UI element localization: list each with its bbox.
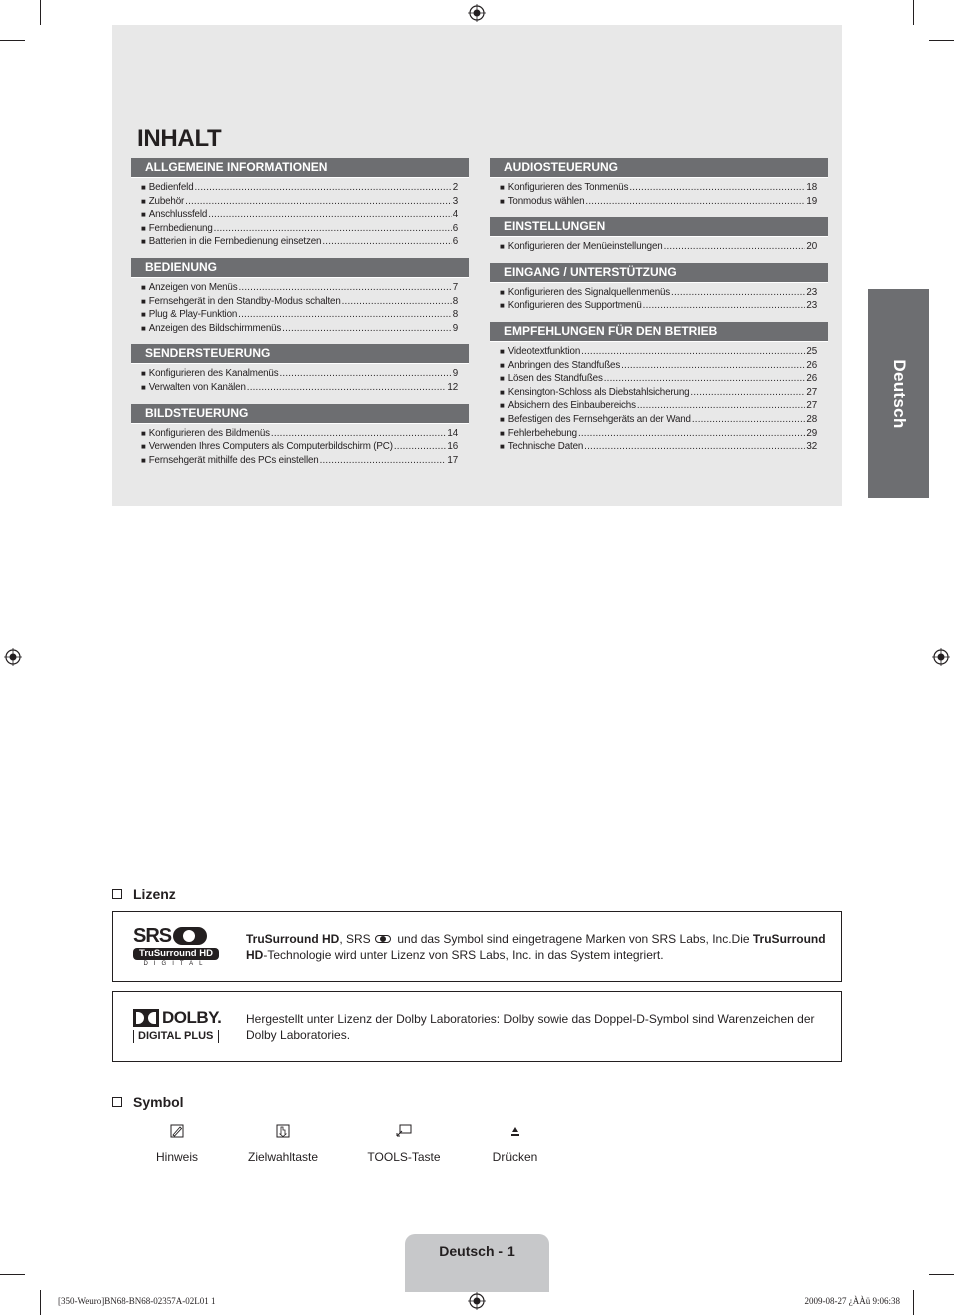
toc-item[interactable]: [141, 208, 458, 222]
crop-mark: [913, 0, 914, 25]
symbol-tools-taste: [349, 1120, 459, 1164]
symbol-label: TOOLS-Taste: [367, 1150, 441, 1164]
toc-item[interactable]: [141, 281, 458, 295]
toc-item-label: Lösen des Standfußes: [507, 373, 603, 385]
toc-item-page: 26: [806, 373, 817, 385]
toc-column-right: [490, 158, 828, 463]
dot-leader: [208, 208, 452, 222]
srs-license-text: [246, 912, 833, 981]
dot-leader: [195, 181, 452, 195]
print-slug-right: 2009-08-27 ¿ÀÀü 9:06:38: [804, 1296, 900, 1306]
toc-item-page: 8: [452, 295, 458, 307]
dot-leader: [643, 299, 806, 313]
license-heading-text: Lizenz: [133, 886, 176, 902]
symbol-label: Zielwahltaste: [247, 1150, 319, 1164]
toc-item-label: Zubehör: [148, 195, 185, 207]
toc-item-page: 23: [806, 300, 817, 312]
toc-item-page: 27: [806, 400, 817, 412]
srs-bold-term: TruSurround HD: [246, 931, 826, 962]
toc-section: [490, 263, 828, 313]
toc-item-label: Kensington-Schloss als Diebstahlsicherung: [507, 386, 690, 398]
toc-section-heading: BILDSTEUERUNG: [131, 404, 469, 424]
toc-item-page: 23: [806, 286, 817, 298]
toc-item-page: 14: [447, 427, 458, 439]
press-icon: [460, 1120, 570, 1142]
square-bullet-icon: ■: [500, 374, 505, 384]
dot-leader: [621, 359, 805, 373]
crop-mark: [0, 40, 25, 41]
toc-item-list: [490, 237, 828, 254]
toc-item[interactable]: [500, 286, 817, 300]
toc-item[interactable]: [500, 181, 817, 195]
dot-leader: [238, 308, 452, 322]
toc-item[interactable]: [500, 399, 817, 413]
srs-text-part: , SRS: [339, 931, 371, 946]
toc-title: INHALT: [137, 125, 222, 152]
toc-section-heading: EMPFEHLUNGEN FÜR DEN BETRIEB: [490, 322, 828, 342]
srs-text-part: -Technologie wird unter Lizenz von SRS Labs, Inc. in das System integriert.: [263, 947, 664, 962]
dot-leader: [247, 381, 447, 395]
square-bullet-icon: ■: [500, 183, 505, 192]
toc-item[interactable]: [500, 359, 817, 373]
toc-item-label: Videotextfunktion: [507, 345, 581, 357]
toc-section-heading: AUDIOSTEUERUNG: [490, 158, 828, 178]
toc-item-page: 12: [447, 381, 458, 393]
toc-item[interactable]: [141, 195, 458, 209]
dot-leader: [320, 454, 447, 468]
dot-leader: [279, 367, 451, 381]
toc-item-label: Fernsehgerät mithilfe des PCs einstellen: [148, 454, 319, 466]
toc-item-page: 6: [452, 222, 458, 234]
toc-section-heading: EINSTELLUNGEN: [490, 217, 828, 237]
toc-section-heading: ALLGEMEINE INFORMATIONEN: [131, 158, 469, 178]
toc-section: [490, 217, 828, 254]
srs-logo-text: SRS: [133, 925, 172, 947]
dot-leader: [585, 195, 805, 209]
toc-item[interactable]: [500, 240, 817, 254]
toc-item[interactable]: [500, 386, 817, 400]
toc-item[interactable]: [141, 235, 458, 249]
dot-leader: [671, 286, 805, 300]
toc-item-label: Konfigurieren des Supportmenü: [507, 300, 642, 312]
toc-item-label: Konfigurieren des Bildmenüs: [148, 427, 270, 439]
toc-item[interactable]: [141, 181, 458, 195]
toc-item-list: [131, 278, 469, 335]
toc-section-heading: SENDERSTEUERUNG: [131, 344, 469, 364]
language-side-tab: [868, 289, 929, 498]
srs-logo: [133, 926, 223, 967]
toc-item[interactable]: [500, 345, 817, 359]
symbol-label: Hinweis: [155, 1150, 198, 1164]
toc-item-page: 27: [806, 386, 817, 398]
srs-license-box: [112, 911, 842, 982]
dot-leader: [584, 440, 805, 454]
square-bullet-icon: ■: [141, 282, 146, 292]
srs-digital-text: DIGITAL: [143, 961, 209, 967]
crop-mark: [929, 40, 954, 41]
dolby-license-text: Hergestellt unter Lizenz der Dolby Laboratories: Dolby sowie das Doppel-D-Symbol sind Warenzeichen der Dolby Laboratories.: [246, 1011, 815, 1042]
srs-bold-term: TruSurround HD: [246, 931, 340, 946]
toc-item-page: 28: [806, 413, 817, 425]
symbol-druecken: [460, 1120, 570, 1164]
square-bullet-icon: ■: [141, 382, 146, 392]
srs-text-part: und das Symbol sind eingetragene Marken von SRS Labs, Inc.Die: [394, 931, 753, 946]
toc-item-page: 6: [452, 236, 458, 248]
toc-item-label: Anzeigen von Menüs: [148, 281, 238, 293]
toc-item[interactable]: [500, 195, 817, 209]
toc-section: [131, 158, 469, 249]
dot-leader: [637, 399, 806, 413]
dolby-logo-text: DOLBY.: [162, 1008, 222, 1027]
symbol-hinweis: [122, 1120, 232, 1164]
license-heading: [112, 886, 176, 902]
toc-item-page: 8: [452, 309, 458, 321]
toc-item-page: 16: [447, 441, 458, 453]
square-bullet-icon: ■: [141, 428, 146, 438]
dot-leader: [238, 281, 451, 295]
dot-leader: [394, 440, 447, 454]
toc-item-label: Konfigurieren des Signalquellenmenüs: [507, 286, 671, 298]
toc-item-page: 18: [806, 182, 817, 193]
toc-section: [490, 322, 828, 454]
toc-item-label: Tonmodus wählen: [507, 195, 585, 207]
toc-item-label: Verwalten von Kanälen: [148, 381, 246, 393]
tools-button-icon: [349, 1120, 459, 1142]
toc-item-page: 2: [452, 182, 458, 193]
square-bullet-icon: ■: [500, 428, 505, 438]
toc-item-label: Fernsehgerät in den Standby-Modus schalten: [148, 295, 341, 307]
toc-item-label: Fernbedienung: [148, 222, 213, 234]
registration-mark-icon: [932, 648, 950, 666]
dot-leader: [214, 222, 452, 236]
registration-mark-icon: [468, 4, 486, 22]
note-icon: [122, 1120, 232, 1142]
square-bullet-icon: ■: [141, 183, 146, 192]
toc-item-label: Plug & Play-Funktion: [148, 309, 238, 321]
toc-section-heading: BEDIENUNG: [131, 258, 469, 278]
checkbox-square-icon: [112, 1097, 122, 1107]
double-d-icon: [133, 1009, 159, 1027]
crop-mark: [40, 0, 41, 25]
toc-item-page: 26: [806, 359, 817, 371]
print-slug-left: [350-Weuro]BN68-BN68-02357A-02L01 1: [58, 1296, 216, 1306]
toc-item[interactable]: [141, 308, 458, 322]
dot-leader: [578, 427, 805, 441]
srs-circle-icon: [173, 927, 207, 945]
registration-mark-icon: [4, 648, 22, 666]
toc-item-label: Konfigurieren der Menüeinstellungen: [507, 241, 663, 253]
toc-item-label: Anschlussfeld: [148, 209, 208, 221]
toc-item-label: Anbringen des Standfußes: [507, 359, 621, 371]
crop-mark: [913, 1290, 914, 1315]
crop-mark: [929, 1274, 954, 1275]
square-bullet-icon: ■: [500, 196, 505, 206]
page-number-tab: [405, 1234, 549, 1292]
symbol-heading-text: Symbol: [133, 1094, 184, 1110]
toc-column-left: [131, 158, 469, 476]
dolby-license-box: [112, 991, 842, 1062]
dot-leader: [185, 195, 452, 209]
square-bullet-icon: ■: [500, 346, 505, 356]
dot-leader: [581, 345, 805, 359]
toc-item-label: Befestigen des Fernsehgeräts an der Wand: [507, 413, 691, 425]
square-bullet-icon: ■: [500, 387, 505, 397]
toc-item[interactable]: [141, 295, 458, 309]
toc-item-label: Batterien in die Fernbedienung einsetzen: [148, 236, 322, 248]
toc-item-page: 17: [447, 454, 458, 466]
dot-leader: [342, 295, 452, 309]
dot-leader: [692, 413, 806, 427]
toc-section: [131, 404, 469, 468]
dot-leader: [322, 235, 451, 249]
dolby-logo: [133, 1009, 233, 1043]
toc-item-page: 20: [806, 241, 817, 253]
toc-section: [490, 158, 828, 208]
dot-leader: [690, 386, 805, 400]
toc-section: [131, 344, 469, 394]
square-bullet-icon: ■: [141, 296, 146, 306]
toc-item-label: Fehlerbehebung: [507, 427, 577, 439]
toc-item[interactable]: [500, 372, 817, 386]
toc-item-list: [490, 178, 828, 208]
toc-item-page: 9: [452, 368, 458, 380]
dot-leader: [604, 372, 806, 386]
crop-mark: [40, 1290, 41, 1315]
square-bullet-icon: ■: [141, 455, 146, 465]
square-bullet-icon: ■: [141, 196, 146, 206]
square-bullet-icon: ■: [141, 369, 146, 379]
square-bullet-icon: ■: [141, 442, 146, 452]
toc-item-label: Konfigurieren des Kanalmenüs: [148, 368, 279, 380]
square-bullet-icon: ■: [500, 360, 505, 370]
toc-item[interactable]: [141, 381, 458, 395]
toc-item[interactable]: [141, 427, 458, 441]
symbol-zielwahltaste: [228, 1120, 338, 1164]
toc-item-page: 9: [452, 322, 458, 334]
toc-item-page: 7: [452, 281, 458, 293]
square-bullet-icon: ■: [500, 401, 505, 411]
registration-mark-icon: [468, 1292, 486, 1310]
square-bullet-icon: ■: [141, 323, 146, 333]
page-number-label: Deutsch - 1: [439, 1243, 515, 1259]
crop-mark: [0, 1274, 25, 1275]
toc-item[interactable]: [500, 427, 817, 441]
dot-leader: [664, 240, 806, 254]
toc-section-heading: EINGANG / UNTERSTÜTZUNG: [490, 263, 828, 283]
language-side-tab-label: Deutsch: [889, 358, 909, 429]
toc-item[interactable]: [141, 454, 458, 468]
dot-leader: [271, 427, 446, 441]
toc-item[interactable]: [500, 299, 817, 313]
toc-item[interactable]: [141, 322, 458, 336]
toc-item-label: Technische Daten: [507, 441, 584, 453]
square-bullet-icon: ■: [141, 237, 146, 247]
square-bullet-icon: ■: [141, 310, 146, 320]
toc-item[interactable]: [500, 413, 817, 427]
toc-item[interactable]: [141, 367, 458, 381]
toc-item-list: [490, 342, 828, 454]
square-bullet-icon: ■: [500, 287, 505, 297]
symbol-heading: [112, 1094, 184, 1110]
toc-item-label: Verwenden Ihres Computers als Computerbildschirm (PC): [148, 441, 393, 453]
toc-item-page: 4: [452, 209, 458, 221]
toc-item[interactable]: [141, 222, 458, 236]
toc-item[interactable]: [141, 440, 458, 454]
trusurround-hd-badge: TruSurround HD: [133, 948, 219, 960]
toc-item-page: 29: [806, 427, 817, 439]
toc-item-label: Konfigurieren des Tonmenüs: [507, 182, 629, 193]
dot-leader: [282, 322, 452, 336]
toc-item-list: [131, 178, 469, 249]
square-bullet-icon: ■: [500, 242, 505, 252]
square-bullet-icon: ■: [141, 210, 146, 220]
toc-item-label: Bedienfeld: [148, 182, 194, 193]
toc-item-label: Anzeigen des Bildschirmmenüs: [148, 322, 282, 334]
dot-leader: [629, 181, 805, 195]
toc-item[interactable]: [500, 440, 817, 454]
toc-item-page: 25: [806, 345, 817, 357]
toc-item-page: 32: [806, 441, 817, 453]
srs-inline-icon: [375, 935, 393, 943]
toc-item-list: [131, 364, 469, 394]
square-bullet-icon: ■: [500, 442, 505, 452]
toc-item-label: Absichern des Einbaubereichs: [507, 400, 636, 412]
digital-plus-text: DIGITAL PLUS: [133, 1030, 219, 1043]
toc-section: [131, 258, 469, 335]
one-touch-button-icon: [228, 1120, 338, 1142]
square-bullet-icon: ■: [141, 223, 146, 233]
checkbox-square-icon: [112, 889, 122, 899]
toc-item-list: [490, 283, 828, 313]
square-bullet-icon: ■: [500, 301, 505, 311]
toc-item-list: [131, 424, 469, 468]
square-bullet-icon: ■: [500, 414, 505, 424]
toc-item-page: 3: [452, 195, 458, 207]
toc-item-page: 19: [806, 195, 817, 207]
symbol-label: Drücken: [492, 1150, 538, 1164]
